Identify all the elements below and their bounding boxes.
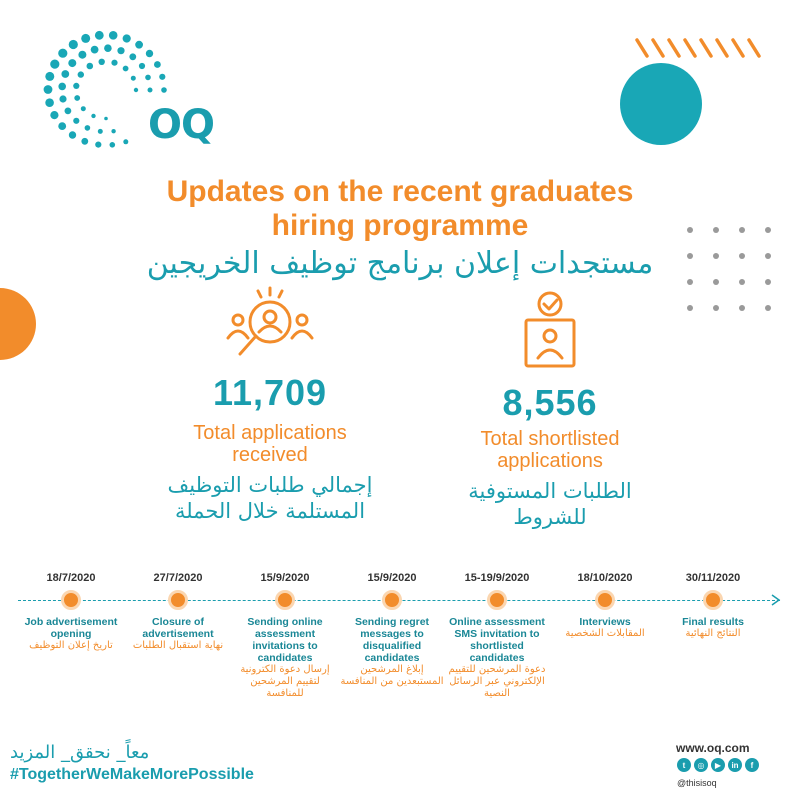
footer-hashtag[interactable]: #TogetherWeMakeMorePossible — [10, 766, 254, 783]
logo-dot — [45, 98, 54, 107]
logo-dot — [73, 118, 79, 124]
stat-label-ar: المستلمة خلال الحملة — [174, 499, 366, 523]
logo-dot — [95, 142, 101, 148]
timeline-event-ar: النتائج النهائية — [685, 628, 741, 639]
logo-dot — [104, 117, 108, 121]
timeline-event-en: Closure of advertisement — [142, 616, 214, 640]
linkedin-icon[interactable]: in — [728, 758, 742, 772]
orange-circle-decoration — [0, 288, 36, 360]
timeline-event — [550, 616, 660, 640]
timeline-event — [16, 616, 126, 652]
logo-dot — [148, 88, 153, 93]
stat-applications-received — [140, 372, 400, 524]
logo-dot — [78, 51, 86, 59]
oq-logo: OQ — [148, 102, 215, 148]
logo-dot — [59, 95, 66, 102]
page-title-line2: hiring programme — [271, 209, 529, 242]
timeline-event-ar: إبلاغ المرشحين المستبعدين من المنافسة — [340, 664, 444, 687]
timeline-date: 18/7/2020 — [46, 572, 96, 584]
logo-dot — [44, 85, 53, 94]
logo-dot — [58, 49, 67, 58]
footer-slogan-arabic: معاً_ نحقق_ المزيد — [10, 742, 150, 763]
logo-dot — [110, 142, 116, 148]
timeline-marker — [168, 590, 188, 610]
logo-dot — [131, 76, 136, 81]
logo-dot-swirl — [18, 20, 168, 150]
logo-dot — [123, 34, 131, 42]
logo-dot — [111, 129, 115, 133]
logo-dot — [69, 40, 78, 49]
stat-label-en: Total applications — [193, 422, 347, 444]
logo-dot — [111, 60, 117, 66]
timeline-event-en: Sending regret messages to disqualified candidates — [354, 616, 430, 664]
timeline-event-ar: دعوة المرشحين للتقييم الإلكتروني عبر الرسائل النصية — [448, 664, 546, 699]
logo-dot — [123, 66, 129, 72]
timeline-event — [230, 616, 340, 700]
timeline-marker — [275, 590, 295, 610]
candidate-search-icon — [220, 286, 320, 366]
timeline-date: 18/10/2020 — [577, 572, 633, 584]
instagram-icon[interactable]: ◎ — [694, 758, 708, 772]
timeline-event-en: Online assessment SMS invitation to shortlisted candidates — [449, 616, 545, 664]
logo-dot — [159, 74, 165, 80]
stat-label-ar: الطلبات المستوفية — [468, 479, 632, 503]
logo-dot — [58, 83, 66, 91]
shortlisted-clipboard-icon — [520, 290, 580, 370]
logo-dot — [95, 31, 104, 40]
logo-dot — [146, 50, 153, 57]
logo-dot — [65, 108, 72, 115]
orange-slashes-decoration — [633, 36, 763, 60]
stat-value: 8,556 — [502, 382, 598, 423]
logo-dot — [87, 63, 94, 70]
timeline-marker — [487, 590, 507, 610]
logo-dot — [68, 59, 76, 67]
timeline-event — [123, 616, 233, 652]
logo-dot — [50, 111, 58, 119]
logo-dot — [154, 61, 161, 68]
timeline-event-en: Interviews — [579, 616, 631, 628]
timeline-marker — [382, 590, 402, 610]
page-title-arabic: مستجدات إعلان برنامج توظيف الخريجين — [146, 246, 654, 281]
teal-circle-decoration — [620, 63, 702, 145]
twitter-icon[interactable]: t — [677, 758, 691, 772]
logo-dot — [85, 125, 91, 131]
timeline-date: 15/9/2020 — [367, 572, 417, 584]
stat-label-en: applications — [497, 450, 603, 472]
logo-dot — [45, 72, 54, 81]
logo-dot — [98, 129, 103, 134]
timeline-marker — [61, 590, 81, 610]
timeline-arrow-icon — [770, 594, 782, 606]
timeline-event-ar: إرسال دعوة الكترونية لتقييم المرشحين للمنافسة — [240, 664, 330, 699]
logo-dot — [129, 53, 136, 60]
logo-dot — [161, 87, 167, 93]
logo-dot — [99, 59, 105, 65]
timeline-date: 15-19/9/2020 — [464, 572, 530, 584]
logo-dot — [81, 138, 88, 145]
logo-dot — [145, 75, 151, 81]
stat-label-en: received — [232, 444, 308, 466]
logo-dot — [61, 70, 69, 78]
logo-dot — [78, 71, 84, 77]
logo-dot — [91, 46, 99, 54]
logo-dot — [117, 47, 124, 54]
logo-dot — [135, 41, 143, 49]
timeline-event-en: Job advertisement opening — [24, 616, 118, 640]
timeline-marker — [595, 590, 615, 610]
facebook-icon[interactable]: f — [745, 758, 759, 772]
logo-dot — [50, 60, 59, 69]
timeline-marker — [703, 590, 723, 610]
page-title-line1: Updates on the recent graduates — [166, 175, 634, 208]
timeline-event — [658, 616, 768, 640]
logo-dot — [109, 31, 118, 40]
logo-dot — [134, 88, 138, 92]
stat-label-en: Total shortlisted — [480, 428, 620, 450]
logo-dot — [69, 131, 76, 138]
logo-dot — [74, 95, 80, 101]
logo-dot — [91, 114, 95, 118]
youtube-icon[interactable]: ▶ — [711, 758, 725, 772]
footer-social-handle[interactable]: @thisisoq — [677, 778, 717, 788]
timeline-date: 27/7/2020 — [153, 572, 203, 584]
logo-dot — [123, 139, 128, 144]
logo-dot — [81, 34, 90, 43]
logo-dot — [81, 106, 86, 111]
timeline-date: 30/11/2020 — [685, 572, 741, 584]
timeline-event — [337, 616, 447, 688]
social-links — [677, 758, 759, 772]
stat-value: 11,709 — [212, 372, 328, 413]
footer-website-link[interactable]: www.oq.com — [676, 741, 750, 755]
timeline-event-ar: المقابلات الشخصية — [565, 628, 645, 639]
timeline-event-en: Sending online assessment invitations to candidates — [247, 616, 323, 664]
timeline-event — [442, 616, 552, 700]
logo-dot — [139, 63, 145, 69]
logo-dot — [104, 44, 112, 52]
stat-label-ar: للشروط — [513, 505, 587, 529]
stat-shortlisted-applications — [420, 382, 680, 530]
stat-label-ar: إجمالي طلبات التوظيف — [167, 473, 373, 497]
timeline-event-ar: تاريخ إعلان التوظيف — [29, 640, 113, 651]
timeline-date: 15/9/2020 — [260, 572, 310, 584]
logo-dot — [58, 122, 66, 130]
logo-dot — [73, 83, 79, 89]
timeline-event-en: Final results — [682, 616, 744, 628]
timeline-event-ar: نهاية استقبال الطلبات — [132, 640, 224, 651]
